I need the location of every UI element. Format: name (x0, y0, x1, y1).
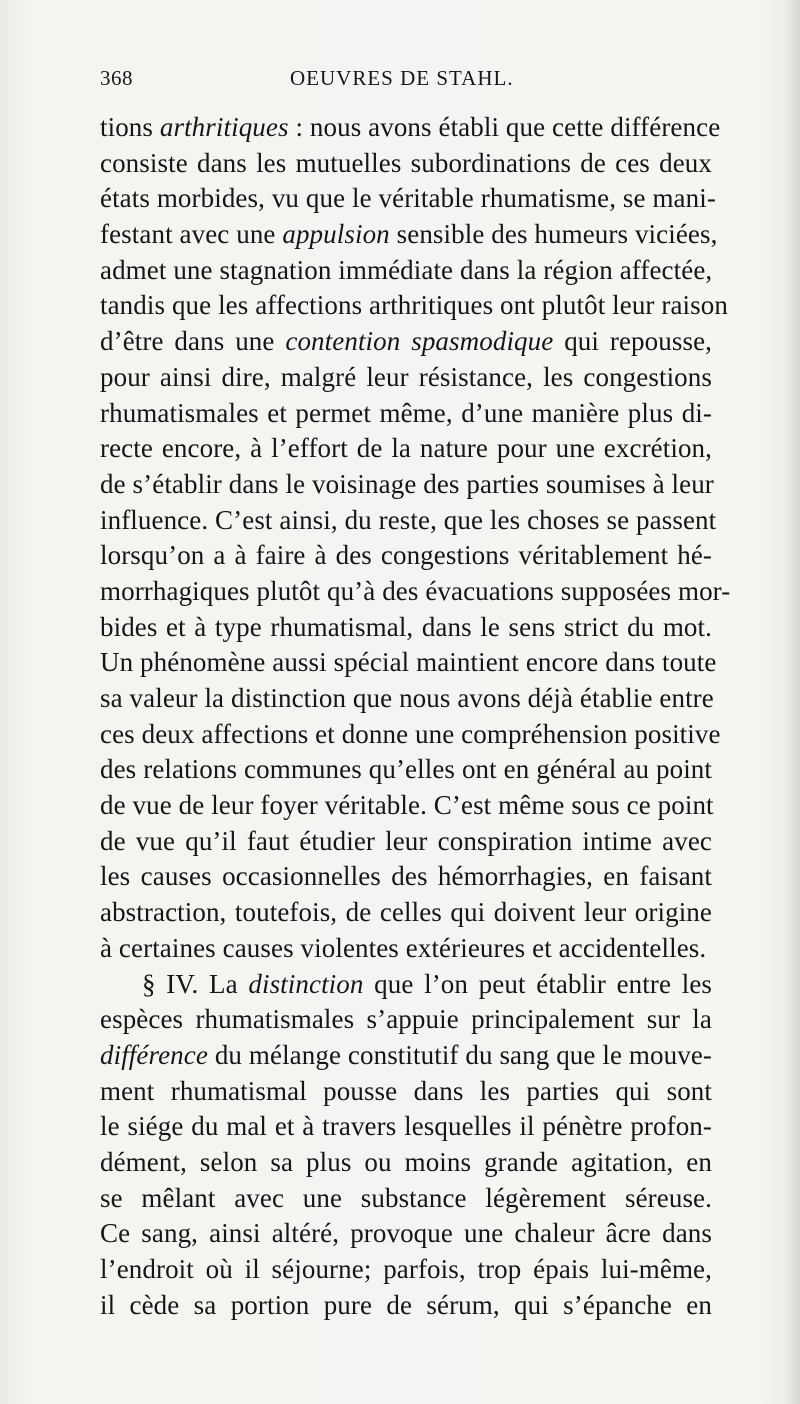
text-line: recte encore, à l’effort de la nature pour une excrétion, (100, 433, 712, 464)
text-line: de vue qu’il faut étudier leur conspiration intime avec (100, 825, 712, 856)
text-line: états morbides, vu que le véritable rhumatisme, se mani- (100, 183, 716, 214)
text-line: bides et à type rhumatismal, dans le sens strict du mot. (100, 611, 712, 642)
text-line: l’endroit où il séjourne; parfois, trop épais lui-même, (100, 1254, 712, 1284)
text-line: le siége du mal et à travers lesquelles il pénètre profon- (100, 1111, 712, 1142)
text-line: admet une stagnation immédiate dans la région affectée, (100, 254, 713, 285)
page-edge-shadow (786, 0, 800, 1404)
text-line: espèces rhumatismales s’appuie principalement sur la (100, 1004, 712, 1035)
text-line: morrhagiques plutôt qu’à des évacuations supposées mor- (100, 575, 731, 606)
text-line: d’être dans une contention spasmodique qui repousse, (100, 326, 713, 357)
page-number: 368 (100, 66, 133, 90)
text-line: Un phénomène aussi spécial maintient encore dans toute (100, 647, 717, 678)
body-text (100, 110, 731, 1323)
text-line: influence. C’est ainsi, du reste, que les choses se passent (100, 504, 717, 535)
text-line: Ce sang, ainsi altéré, provoque une chaleur âcre dans (100, 1218, 712, 1249)
text-line: dément, selon sa plus ou moins grande agitation, en (100, 1146, 712, 1177)
text-line: se mêlant avec une substance légèrement séreuse. (100, 1182, 712, 1213)
text-line: de s’établir dans le voisinage des parties soumises à leur (100, 468, 714, 499)
text-line: de vue de leur foyer véritable. C’est même sous ce point (100, 790, 714, 821)
running-title: OEUVRES DE STAHL. (290, 66, 514, 90)
text-line: ment rhumatismal pousse dans les parties qui sont (100, 1075, 712, 1106)
running-header (100, 66, 715, 96)
text-line: festant avec une appulsion sensible des humeurs viciées, (100, 219, 718, 250)
text-line: les causes occasionnelles des hémorrhagies, en faisant (100, 861, 712, 892)
text-line: pour ainsi dire, malgré leur résistance, les congestions (100, 361, 712, 392)
text-line: lorsqu’on a à faire à des congestions véritablement hé- (100, 540, 712, 571)
text-line: différence du mélange constitutif du sang que le mouve- (100, 1039, 712, 1070)
text-line: sa valeur la distinction que nous avons déjà établie entre (100, 683, 714, 713)
text-line: § IV. La distinction que l’on peut établir entre les (142, 968, 713, 999)
text-line: il cède sa portion pure de sérum, qui s’épanche en (100, 1289, 712, 1320)
text-line: des relations communes qu’elles ont en général au point (100, 754, 712, 785)
text-line: abstraction, toutefois, de celles qui doivent leur origine (100, 897, 712, 928)
text-line: tandis que les affections arthritiques ont plutôt leur raison (100, 290, 728, 321)
text-line: tions arthritiques : nous avons établi que cette différence (100, 112, 721, 142)
text-line: consiste dans les mutuelles subordinations de ces deux (100, 147, 712, 178)
text-line: à certaines causes violentes extérieures et accidentelles. (100, 932, 707, 963)
text-line: rhumatismales et permet même, d’une manière plus di- (100, 397, 712, 428)
text-line: ces deux affections et donne une compréhension positive (100, 718, 721, 749)
